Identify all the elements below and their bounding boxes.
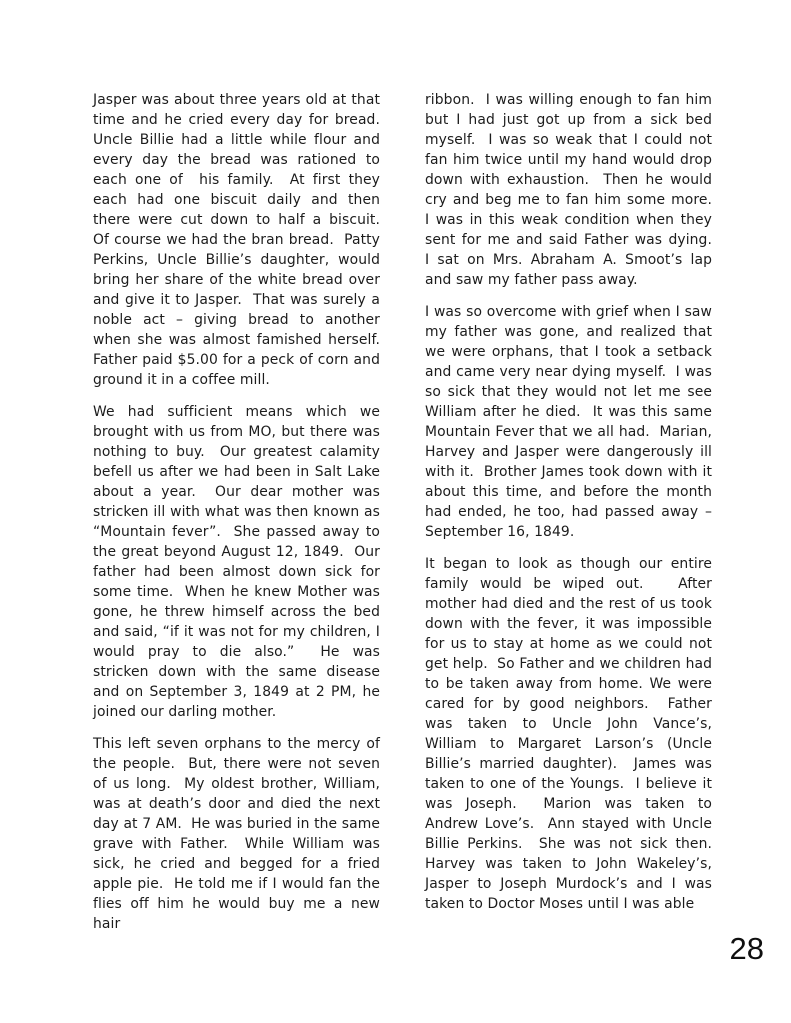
paragraph-family-dispersed: It began to look as though our entire family would be wiped out. After mother had died and the rest of us took down with the fever, it was impossible for us to stay at home as we could not get help. So Father and we children had to be taken away from home. We were cared for by good neighbors. Father was taken to Uncle John Vance’s, William to Margaret Larson’s (Uncle Billie’s married daughter). James was taken to one of the Youngs. I believe it was Joseph. Marion was taken to Andrew Love’s. Ann stayed with Uncle Billie Perkins. She was not sick then. Harvey was taken to John Wakeley’s, Jasper to Joseph Murdock’s and I was taken to Doctor Moses until I was able bbox=[425, 556, 722, 912]
paragraph-grief-setback: I was so overcome with grief when I saw my father was gone, and realized that we were orphans, that I took a setback and came very near dying myself. I was so sick that they would not let me see William after he died. It was this same Mountain Fever that we all had. Marian, Harvey and Jasper were dangerously ill with it. Brother James took down with it about this time, and before the month had ended, he too, had passed away – September 16, 1849. bbox=[425, 304, 717, 540]
page-number: 28 bbox=[729, 931, 764, 966]
paragraph-jasper-bread: Jasper was about three years old at that time and he cried every day for bread. Uncle Billie had a little while flour and every day the bread was rationed to each one of his family. At first they each had one biscuit daily and then there were cut down to half a biscuit. Of course we had the bran bread. Patty Perkins, Uncle Billie’s daughter, would bring her share of the white bread over and give it to Jasper. That was surely a noble act – giving bread to another when she was almost famished herself. Father paid $5.00 for a peck of corn and ground it in a coffee mill. bbox=[93, 92, 390, 388]
right-column bbox=[425, 90, 722, 934]
paragraph-seven-orphans: This left seven orphans to the mercy of the people. But, there were not seven of us long. My oldest brother, William, was at death’s door and died the next day at 7 AM. He was buried in the same grave with Father. While William was sick, he cried and begged for a fried apple pie. He told me if I would fan the flies off him he would buy me a new hair bbox=[93, 736, 385, 932]
paragraph-fan-ribbon: ribbon. I was willing enough to fan him but I had just got up from a sick bed myself. I was so weak that I could not fan him twice until my hand would drop down with exhaustion. Then he would cry and beg me to fan him some more. I was in this weak condition when they sent for me and said Father was dying. I sat on Mrs. Abraham A. Smoot’s lap and saw my father pass away. bbox=[425, 92, 722, 288]
paragraph-mother-death: We had sufficient means which we brought with us from MO, but there was nothing to buy. Our greatest calamity befell us after we had been in Salt Lake about a year. Our dear mother was stricken ill with what was then known as “Mountain fever”. She passed away to the great beyond August 12, 1849. Our father had been almost down sick for some time. When he knew Mother was gone, he threw himself across the bed and said, “if it was not for my children, I would pray to die also.” He was stricken down with the same disease and on September 3, 1849 at 2 PM, he joined our darling mother. bbox=[93, 404, 385, 720]
text-columns bbox=[93, 90, 722, 934]
left-column bbox=[93, 90, 390, 934]
